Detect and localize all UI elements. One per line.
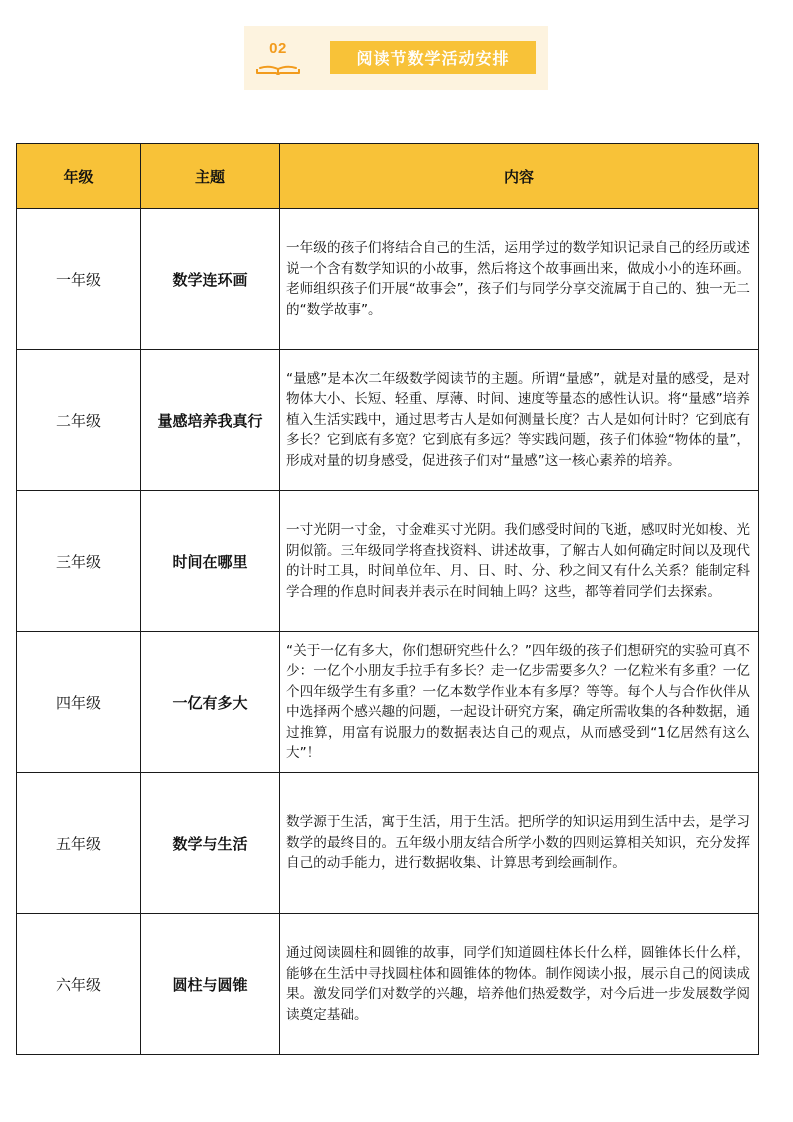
section-title-text: 阅读节数学活动安排 xyxy=(356,49,510,68)
content-text: 通过阅读圆柱和圆锥的故事，同学们知道圆柱体长什么样，圆锥体长什么样，能够在生活中寻找圆柱体和圆锥体的物体。制作阅读小报，展示自己的阅读成果。激发同学们对数学的兴趣，培养他们热爱数学，对今后进一步发展数学阅读奠定基础。 xyxy=(286,945,750,1023)
content-cell xyxy=(280,773,759,914)
content-text: 数学源于生活，寓于生活，用于生活。把所学的知识运用到生活中去，是学习数学的最终目的。五年级小朋友结合所学小数的四则运算相关知识，充分发挥自己的动手能力，进行数据收集、计算思考到绘画制作。 xyxy=(286,814,750,872)
grade-cell: 三年级 xyxy=(17,491,141,632)
table-row xyxy=(17,350,759,491)
theme-cell: 量感培养我真行 xyxy=(141,350,280,491)
section-title xyxy=(330,41,536,74)
grade-cell: 二年级 xyxy=(17,350,141,491)
content-cell xyxy=(280,350,759,491)
section-header xyxy=(244,26,548,90)
content-text: “关于一亿有多大，你们想研究些什么？”四年级的孩子们想研究的实验可真不少：一亿个小朋友手拉手有多长？走一亿步需要多久？一亿粒米有多重？一亿个四年级学生有多重？一亿本数学作业本有多厚？等等。每个人与合作伙伴从中选择两个感兴趣的问题，一起设计研究方案，确定所需收集的各种数据，通过推算，用富有说服力的数据表达自己的观点，从而感受到“1亿居然有这么大”！ xyxy=(286,642,750,761)
column-header-theme: 主题 xyxy=(141,144,280,209)
content-cell xyxy=(280,209,759,350)
content-cell xyxy=(280,632,759,773)
table-row xyxy=(17,491,759,632)
theme-cell: 数学与生活 xyxy=(141,773,280,914)
table-row xyxy=(17,773,759,914)
activity-schedule-table xyxy=(16,143,759,1055)
theme-cell: 数学连环画 xyxy=(141,209,280,350)
theme-cell: 圆柱与圆锥 xyxy=(141,914,280,1055)
table-header-row xyxy=(17,144,759,209)
column-header-grade: 年级 xyxy=(17,144,141,209)
content-text: “量感”是本次二年级数学阅读节的主题。所谓“量感”，就是对量的感受，是对物体大小、长短、轻重、厚薄、时间、速度等量态的感性认识。将“量感”培养植入生活实践中，通过思考古人是如何测量长度？古人是如何计时？它到底有多长？它到底有多宽？它到底有多远？等实践问题，孩子们体验“物体的量”，形成对量的切身感受，促进孩子们对“量感”这一核心素养的培养。 xyxy=(286,370,750,469)
table-row xyxy=(17,209,759,350)
table-row xyxy=(17,632,759,773)
theme-cell: 一亿有多大 xyxy=(141,632,280,773)
open-book-icon xyxy=(255,38,301,76)
theme-cell: 时间在哪里 xyxy=(141,491,280,632)
section-number: 02 xyxy=(269,40,287,57)
content-text: 一年级的孩子们将结合自己的生活，运用学过的数学知识记录自己的经历或述说一个含有数学知识的小故事，然后将这个故事画出来，做成小小的连环画。老师组织孩子们开展“故事会”，孩子们与同学分享交流属于自己的、独一无二的“数学故事”。 xyxy=(286,240,750,318)
content-cell xyxy=(280,914,759,1055)
grade-cell: 六年级 xyxy=(17,914,141,1055)
grade-cell: 四年级 xyxy=(17,632,141,773)
table-row xyxy=(17,914,759,1055)
grade-cell: 一年级 xyxy=(17,209,141,350)
column-header-content: 内容 xyxy=(280,144,759,209)
content-text: 一寸光阴一寸金，寸金难买寸光阴。我们感受时间的飞逝，感叹时光如梭、光阴似箭。三年级同学将查找资料、讲述故事，了解古人如何确定时间以及现代的计时工具，时间单位年、月、日、时、分、秒之间又有什么关系？能制定科学合理的作息时间表并表示在时间轴上吗？这些，都等着同学们去探索。 xyxy=(286,522,750,600)
content-cell xyxy=(280,491,759,632)
grade-cell: 五年级 xyxy=(17,773,141,914)
